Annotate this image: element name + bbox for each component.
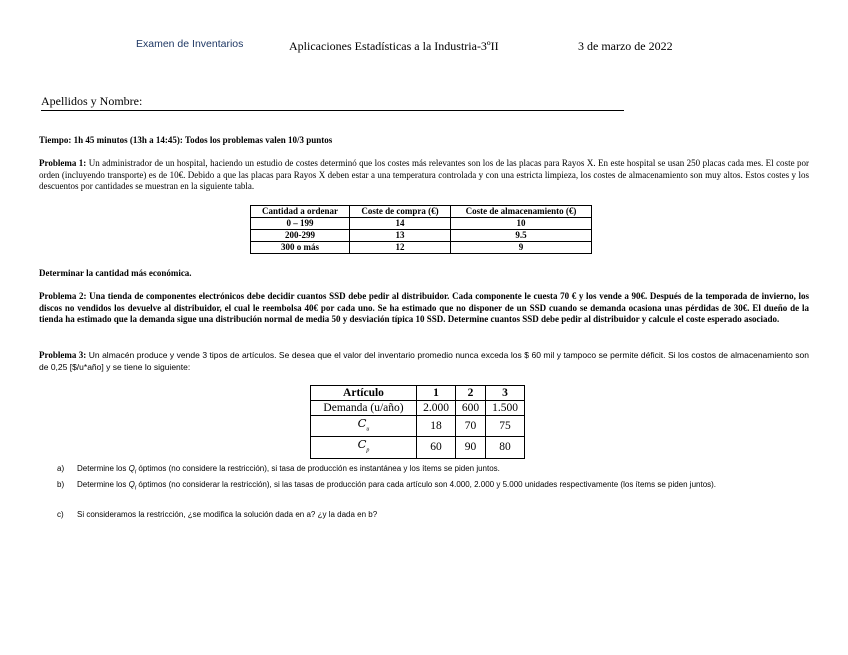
table-header-cell: Cantidad a ordenar bbox=[251, 206, 350, 218]
articles-table bbox=[310, 385, 525, 459]
table-cell: 1.500 bbox=[486, 401, 525, 416]
problem-1-question: Determinar la cantidad más económica. bbox=[39, 268, 192, 278]
table-row bbox=[251, 242, 592, 254]
table-cell: 13 bbox=[350, 230, 451, 242]
problem-2-title: Problema 2: bbox=[39, 291, 87, 301]
table-cell: 90 bbox=[456, 437, 486, 458]
problem-2-text: Una tienda de componentes electrónicos debe decidir cuantos SSD debe pedir al distribuidor. Cada componente le cuesta 70 € y los vende a 90€. Después de la temporada de invierno, los discos no vendidos los devuelve al distribuidor, el cual le reembolsa 40€ por cada uno. Se ha estimado que no disponer de un SSD cuando se demanda ocasiona unas pérdidas de 30€. El dueño de la tienda ha estimado que la demanda sigue una distribución normal de media 50 y desviación típica 10 SSD. Determine cuantos SSD debe pedir al distribuidor y calcule el coste esperado asociado. bbox=[39, 291, 809, 324]
item-label: c) bbox=[57, 510, 64, 519]
table-cell: 12 bbox=[350, 242, 451, 254]
table-row bbox=[311, 437, 525, 458]
table-cell: 600 bbox=[456, 401, 486, 416]
problem-3-text: Un almacén produce y vende 3 tipos de artículos. Se desea que el valor del inventario promedio nunca exceda los $ 60 mil y tampoco se permite déficit. Si los costos de almacenamiento son de 0,25 [$/u*año] y se tiene lo siguiente: bbox=[39, 350, 809, 372]
item-label: b) bbox=[57, 480, 65, 489]
table-header-row bbox=[311, 386, 525, 401]
item-symbol: Q bbox=[128, 464, 135, 473]
problem-2 bbox=[39, 291, 809, 326]
item-symbol: Q bbox=[128, 480, 135, 489]
item-text: Si consideramos la restricción, ¿se modifica la solución dada en a? ¿y la dada en b? bbox=[77, 510, 378, 519]
table-header-cell: 3 bbox=[486, 386, 525, 401]
item-text: óptimos (no considerar la restricción), si las tasas de producción para cada artículo son 4.000, 2.000 y 5.000 unidades respectivamente (los ítems se piden juntos). bbox=[136, 480, 717, 489]
list-item-c bbox=[57, 509, 809, 520]
table-cell: 70 bbox=[456, 416, 486, 437]
table-cell: 14 bbox=[350, 218, 451, 230]
table-header-row bbox=[251, 206, 592, 218]
problem-3 bbox=[39, 350, 809, 373]
table-cell: 75 bbox=[486, 416, 525, 437]
item-text: Determine los bbox=[77, 480, 129, 489]
time-line: Tiempo: 1h 45 minutos (13h a 14:45): Todos los problemas valen 10/3 puntos bbox=[39, 135, 333, 145]
table-header-cell: Artículo bbox=[311, 386, 417, 401]
name-label: Apellidos y Nombre: bbox=[41, 94, 143, 108]
table-cell: 80 bbox=[486, 437, 525, 458]
table-cell: 0 – 199 bbox=[251, 218, 350, 230]
table-cell-cu: $C_u$ bbox=[311, 416, 417, 437]
item-label: a) bbox=[57, 464, 65, 473]
problem-1-title: Problema 1: bbox=[39, 158, 87, 168]
table-header-cell: Coste de almacenamiento (€) bbox=[451, 206, 592, 218]
table-row bbox=[251, 230, 592, 242]
subject-title: Aplicaciones Estadísticas a la Industria-3ºII bbox=[289, 39, 499, 53]
table-row bbox=[311, 401, 525, 416]
table-cell: Demanda (u/año) bbox=[311, 401, 417, 416]
problem-1-text: Un administrador de un hospital, haciendo un estudio de costes determinó que los costes más relevantes son los de las placas para Rayos X. En este hospital se usan 250 placas cada mes. El coste por orden (incluyendo transporte) es de 10€. Debido a que las placas para Rayos X deben estar a una temperatura controlada y con una estricta limpieza, los costes de almacenamiento son muy altos. Estos costes y los descuentos por cantidades se muestran en la siguiente tabla. bbox=[39, 158, 809, 191]
table-cell-cp: $C_p$ bbox=[311, 437, 417, 458]
table-cell: 9.5 bbox=[451, 230, 592, 242]
cost-table bbox=[250, 205, 592, 254]
list-item-a bbox=[57, 463, 809, 479]
problem-1 bbox=[39, 158, 809, 193]
name-field[interactable] bbox=[41, 94, 624, 111]
table-row bbox=[311, 416, 525, 437]
item-text: óptimos (no considere la restricción), si tasa de producción es instantánea y los ítems se piden juntos. bbox=[136, 464, 500, 473]
course-title: Examen de Inventarios bbox=[136, 38, 244, 50]
table-cell: 10 bbox=[451, 218, 592, 230]
table-cell: 300 o más bbox=[251, 242, 350, 254]
table-header-cell: 1 bbox=[417, 386, 456, 401]
table-cell: 60 bbox=[417, 437, 456, 458]
problem-3-title: Problema 3: bbox=[39, 350, 87, 360]
exam-date: 3 de marzo de 2022 bbox=[578, 39, 673, 53]
list-item-b bbox=[57, 479, 809, 495]
item-text: Determine los bbox=[77, 464, 129, 473]
table-cell: 200-299 bbox=[251, 230, 350, 242]
item-subscript: i bbox=[134, 485, 137, 492]
table-cell: 9 bbox=[451, 242, 592, 254]
table-header-cell: Coste de compra (€) bbox=[350, 206, 451, 218]
table-cell: 2.000 bbox=[417, 401, 456, 416]
table-cell: 18 bbox=[417, 416, 456, 437]
item-subscript: i bbox=[134, 469, 137, 476]
table-header-cell: 2 bbox=[456, 386, 486, 401]
table-row bbox=[251, 218, 592, 230]
